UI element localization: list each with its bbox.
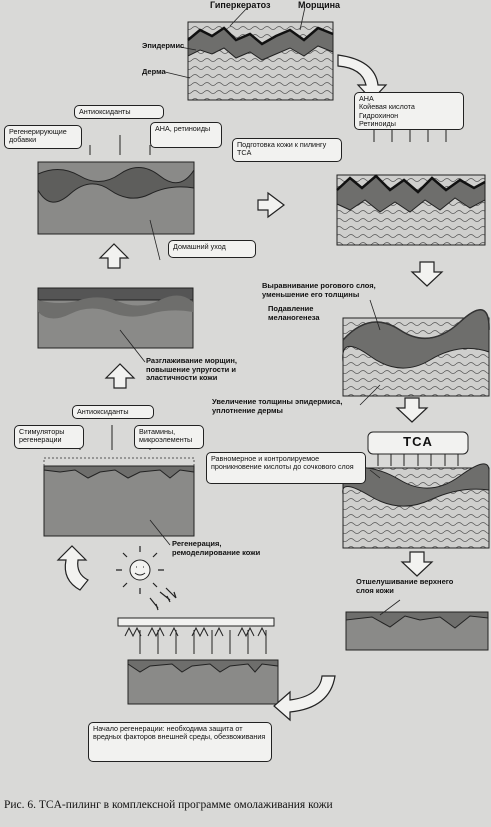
- box-aha-item: Койевая кислота: [359, 102, 415, 112]
- box-aha-list: [354, 92, 464, 130]
- box-home-care: Домашний уход: [168, 240, 256, 258]
- skin-block-regeneration-start: [118, 618, 278, 704]
- label-melanogenesis: Подавление меланогенеза: [268, 304, 320, 322]
- box-aha-item: Ретиноиды: [359, 118, 396, 128]
- label-wrinkle: Морщина: [298, 0, 341, 10]
- box-prep: Подготовка кожи к пилингу TCA: [232, 138, 342, 162]
- box-aha-item: Гидрохинон: [359, 110, 399, 120]
- label-hyperkeratosis: Гиперкератоз: [210, 0, 271, 10]
- label-leveling: Выравнивание рогового слоя, уменьшение его толщины: [262, 281, 376, 299]
- box-tca: TCA: [403, 434, 433, 449]
- label-epidermis: Эпидермис: [142, 41, 185, 50]
- skin-block-home-care: [38, 162, 194, 234]
- skin-block-prep: [337, 175, 485, 245]
- skin-block-exfoliated: [346, 612, 488, 650]
- skin-block-smoothed: [38, 288, 193, 348]
- skin-block-regenerated: [44, 458, 194, 536]
- label-smoothing: Разглаживание морщин, повышение упругости и эластичности кожи: [146, 356, 237, 383]
- box-even-penetration: Равномерное и контролируемое проникновение кислоты до сочкового слоя: [206, 452, 366, 484]
- label-exfoliation: Отшелушивание верхнего слоя кожи: [356, 577, 454, 595]
- label-regeneration-remodel: Регенерация, ремоделирование кожи: [172, 539, 261, 557]
- sun-icon: [116, 546, 164, 594]
- figure-caption: Рис. 6. TCA-пилинг в комплексной программе омолаживания кожи: [4, 799, 333, 811]
- label-thickening: Увеличение толщины эпидермиса, уплотнение дермы: [212, 397, 343, 415]
- skin-block-initial: [188, 22, 333, 100]
- box-antioxidants-top: Антиоксиданты: [74, 105, 164, 119]
- box-regen-stimulators: Стимуляторы регенерации: [14, 425, 84, 449]
- box-aha-retinoids: АНА, ретиноиды: [150, 122, 222, 148]
- box-regen-additives: Регенерирующие добавки: [4, 125, 82, 149]
- box-regeneration-start: Начало регенерации: необходима защита от вредных факторов внешней среды, обезвоживания: [88, 722, 272, 762]
- label-dermis: Дерма: [142, 67, 166, 76]
- box-vitamins: Витамины, микроэлементы: [134, 425, 204, 449]
- box-antioxidants-mid: Антиоксиданты: [72, 405, 154, 419]
- skin-block-leveled: [343, 310, 489, 396]
- box-aha-item: АНА: [359, 94, 374, 103]
